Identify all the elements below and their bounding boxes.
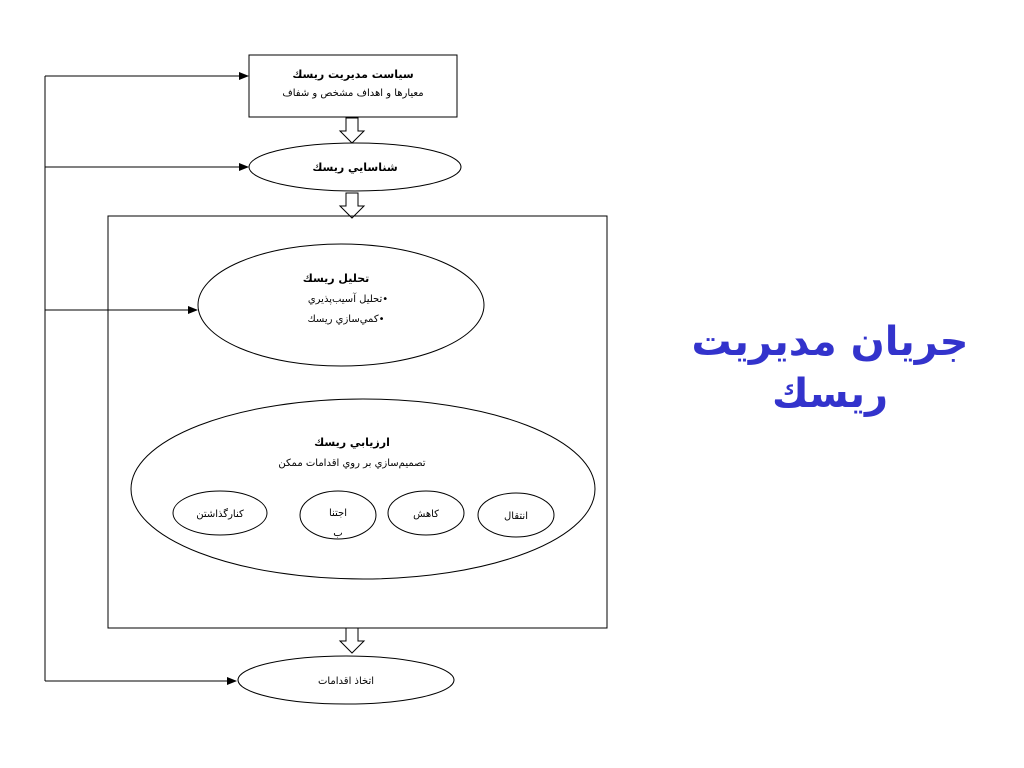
option-retain [173, 491, 267, 535]
identification-label: شناسايي ريسك [312, 161, 398, 174]
identification-node [249, 143, 461, 191]
evaluation-subtitle: تصميم‌سازي بر روي اقدامات ممكن [278, 458, 426, 469]
slide-title [660, 316, 1000, 420]
option-reduce-label: كاهش [413, 509, 439, 520]
analysis-item-quantification: •كمي‌سازي ريسك [307, 314, 385, 325]
slide-title-line1: جريان مديريت [691, 319, 969, 365]
slide-title-line2: ريسك [772, 371, 888, 417]
evaluation-node [131, 399, 595, 579]
analysis-item-vulnerability: •تحليل آسيب‌پذيري [307, 294, 389, 305]
action-label: اتخاذ اقدامات [317, 676, 375, 687]
policy-subtitle: معيارها و اهداف مشخص و شفاف [282, 88, 424, 99]
option-retain-label: كنارگذاشتن [196, 509, 244, 520]
evaluation-title: ارزيابي ريسك [314, 436, 390, 449]
feedback-connectors [45, 76, 248, 681]
down-arrow-icon [340, 628, 364, 653]
option-transfer-label: انتقال [504, 511, 528, 522]
analysis-node [198, 244, 484, 366]
analysis-title: تحليل ريسك [302, 272, 370, 285]
action-node [238, 656, 454, 704]
policy-title: سياست مديريت ريسك [292, 68, 414, 81]
down-arrow-icon [340, 193, 364, 218]
down-arrow-icon [340, 118, 364, 143]
option-reduce [388, 491, 464, 535]
option-avoid [300, 491, 376, 539]
option-avoid-label-line1: اجتنا [328, 508, 348, 519]
option-transfer [478, 493, 554, 537]
option-avoid-label-line2: ب [333, 528, 343, 539]
policy-box [249, 55, 457, 117]
